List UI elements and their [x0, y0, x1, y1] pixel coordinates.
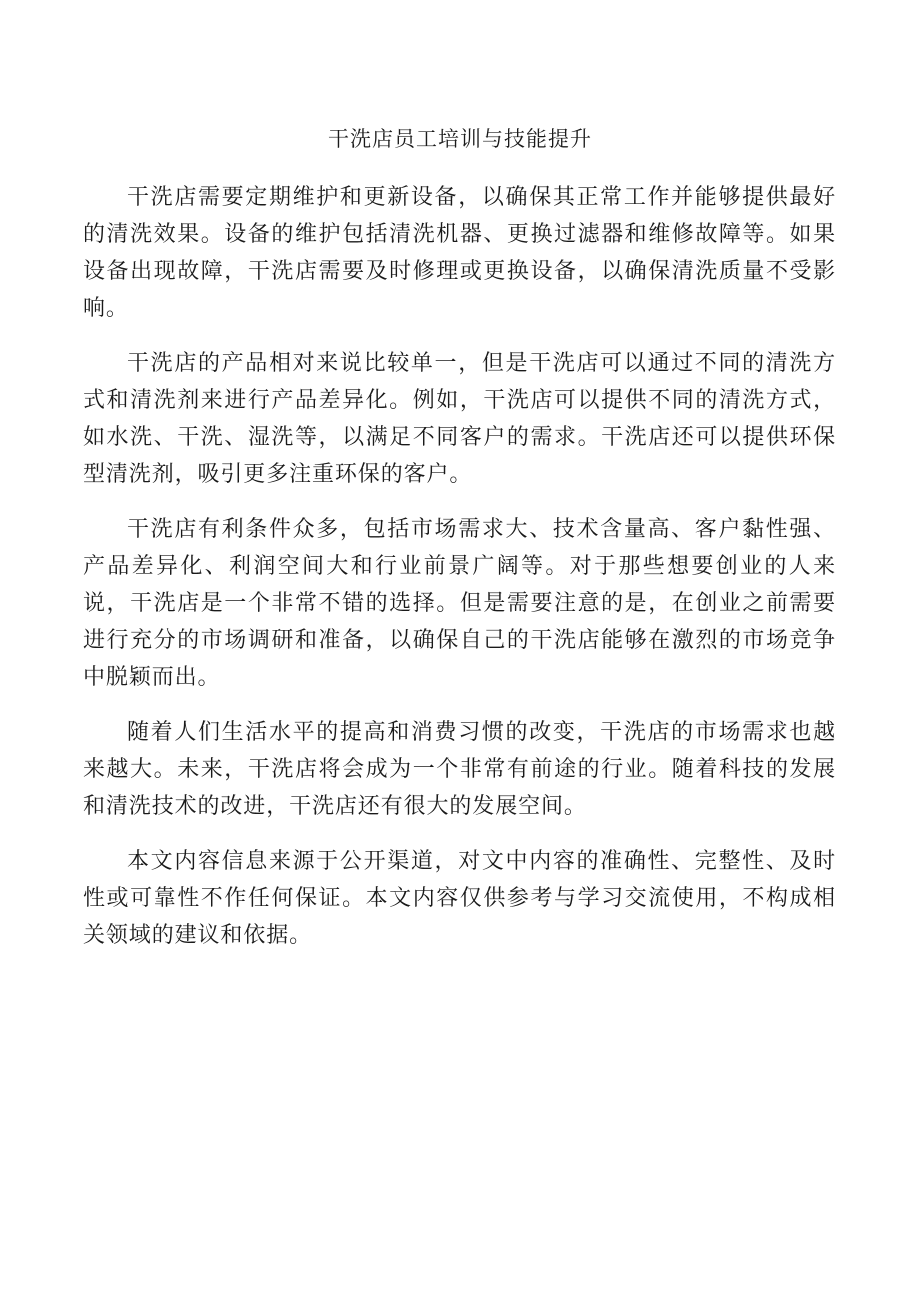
paragraph-advantages: 干洗店有利条件众多，包括市场需求大、技术含量高、客户黏性强、产品差异化、利润空间大和行业前景广阔等。对于那些想要创业的人来说，干洗店是一个非常不错的选择。但是需要注意的是，在创业之前需要进行充分的市场调研和准备，以确保自己的干洗店能够在激烈的市场竞争中脱颖而出。 — [83, 517, 836, 690]
paragraph-equipment-maintenance: 干洗店需要定期维护和更新设备，以确保其正常工作并能够提供最好的清洗效果。设备的维护包括清洗机器、更换过滤器和维修故障等。如果设备出现故障，干洗店需要及时修理或更换设备，以确保清洗质量不受影响。 — [83, 185, 836, 321]
document-body — [83, 179, 836, 972]
paragraph-market-outlook: 随着人们生活水平的提高和消费习惯的改变，干洗店的市场需求也越来越大。未来，干洗店将会成为一个非常有前途的行业。随着科技的发展和清洗技术的改进，干洗店还有很大的发展空间。 — [83, 720, 836, 819]
paragraph-product-differentiation: 干洗店的产品相对来说比较单一，但是干洗店可以通过不同的清洗方式和清洗剂来进行产品差异化。例如，干洗店可以提供不同的清洗方式，如水洗、干洗、湿洗等，以满足不同客户的需求。干洗店还可以提供环保型清洗剂，吸引更多注重环保的客户。 — [83, 351, 836, 487]
document-title: 干洗店员工培训与技能提升 — [328, 127, 592, 151]
paragraph-disclaimer: 本文内容信息来源于公开渠道，对文中内容的准确性、完整性、及时性或可靠性不作任何保证。本文内容仅供参考与学习交流使用，不构成相关领域的建议和依据。 — [83, 849, 836, 948]
